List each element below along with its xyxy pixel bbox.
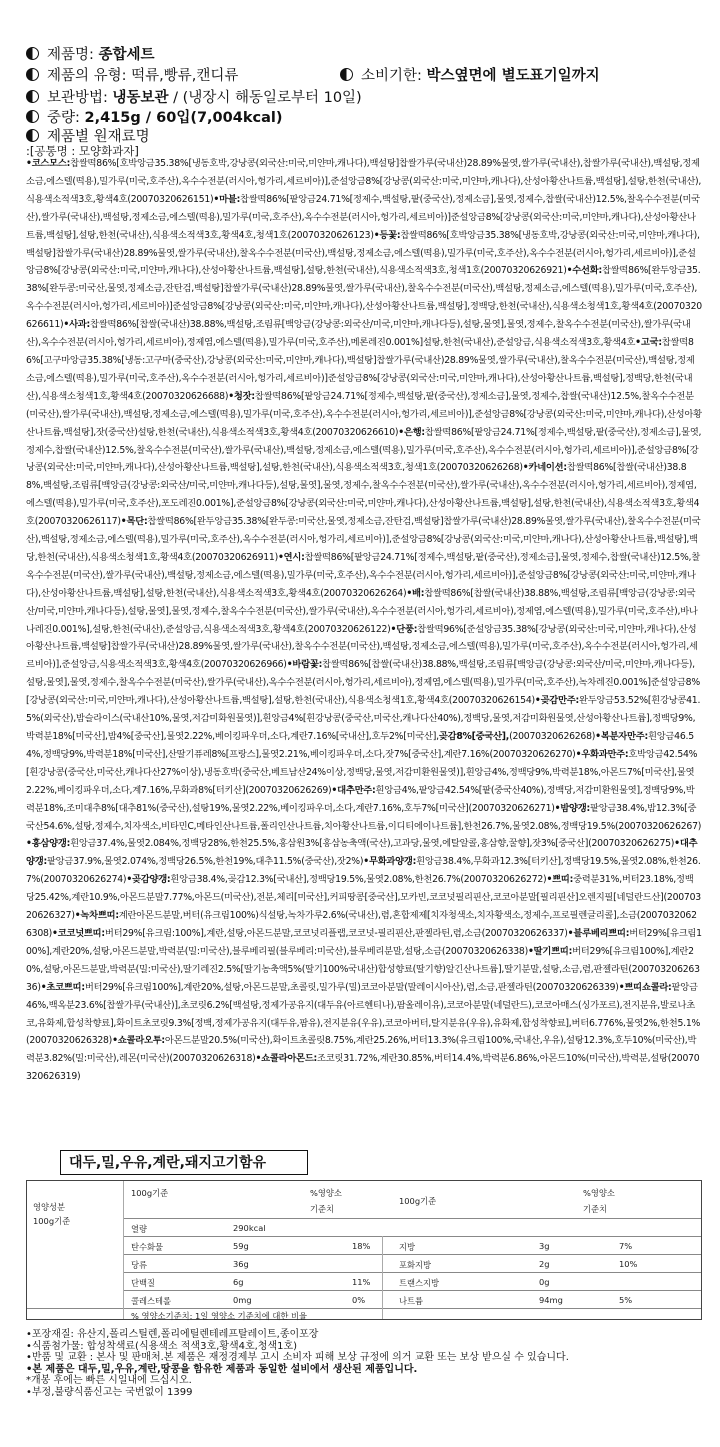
ingredient-product-name: •쁘띠쇼콜라:: [618, 981, 672, 993]
nutrition-cell-l-name: 콜레스테롤: [131, 1296, 172, 1306]
ingredients-title: 제품별 원재료명: [47, 129, 150, 145]
ingredient-product-name: •수선화:: [566, 265, 602, 277]
ingredient-list: 아몬드분말20.5%(미국산),화이트초콜릿8.75%,계란25.26%,버터13.3%(유크림100%,국내산,우유),설탕12.3%,호두10%(미국산),박력분3.82%(밀:미국산),레몬(미국산)(20070320626318): [26, 1035, 697, 1065]
ingredient-list: 찹쌀떡86%[찹쌀(국내산)38.88%,백설탕,조림류[백앙금(강낭콩:외국산/미국,미얀마,캐나다등),설탕,물엿],물엿,정제수,찰옥수수전분(미국산),쌀가루(국내산),옥수수전분(러시아,헝가리,세르비아),정제염,에스텔(떡용),밀가루(미국,호주산),메론레진0.001%]설탕,한천(국내산),준설앙금,식용색소적색3호,황색4호: [26, 319, 691, 349]
ingredient-product-name: •코코넛쁘띠:: [52, 927, 105, 939]
ingredient-product-name: 곶감8%[중국산],: [438, 731, 510, 742]
nutrition-cell-l-name: 단백질: [131, 1278, 156, 1288]
nutrition-cell-l-pct: 18%: [352, 1241, 371, 1251]
ingredient-list: 완두앙금53.52%[흰강낭콩41.5%(외국산),밤슬라이스(국내산10%,물엿,저감미화원물엿)],흰앙금4%[흰강낭콩(중국산,미국산,캐나다산40%),정백당,물엿,저감미화원물엿,산성아황산나트륨],정백당9%,박력분18%[미국산],밤4%[중국산],물엿2.22%,베이킹파우더,소다,계란7.16%[국내산],호두2%[미국산],: [26, 695, 701, 742]
product-name: 종합세트: [98, 47, 155, 63]
nutrition-cell-r-name: 지방: [399, 1242, 416, 1252]
product-name-label: 제품명:: [47, 47, 94, 63]
ingredient-product-name: •마블:: [213, 193, 241, 205]
storage-note: / (냉장시 해동일로부터 10일): [168, 90, 362, 106]
ingredient-list: 찹쌀떡86%[찹쌀(국내산)38.88%,백설탕,조림류[백앙금(강낭콩:외국산/미국,미얀마,캐나다등),설탕,물엿],물엿,정제수,찰옥수수전분(미국산),쌀가루(국내산),옥수수전분(러시아,헝가리,세르비아),정제염,에스텔(떡용),밀가루(미국,호주산),바나나레진0.001%],설탕,한천(국내산),준설앙금,식용색소적색3호,황색4호(20070320626122): [26, 587, 698, 635]
ingredient-list: 버터29%[유크림100%],계란20%,설탕,아몬드분말,초콜릿,밀가루(밀)코코아분말(말레이시아산),렴,소금,판젤라틴(20070320626339): [84, 981, 619, 993]
nutrition-table: [26, 1180, 702, 1320]
note-line: •식품첨가물: 합성착색료(식용색소 적색3호,황색4호,청색1호): [26, 1340, 298, 1352]
ingredient-product-name: •초코쁘띠:: [40, 981, 85, 993]
ingredient-product-name: •대추양갱:: [26, 838, 698, 868]
ingredient-list: 호박앙금42.54%[흰강낭콩(중국산,미국산,캐나다산27%이상),냉동호박(중국산,베트남산24%이상,정백당,물엿,저감미환원물엿)],흰앙금4%,정백당9%,박력분18%,아몬드7%[미국산],물엿2.22%,베이킹파우더,소다,계7.16%,무화과8%[터키산](20070320626269): [26, 748, 698, 796]
notes: [26, 1329, 706, 1399]
divider: [27, 1308, 701, 1309]
note-line: •부정,불량식품신고는 국번없이 1399: [26, 1386, 193, 1398]
half-circle-bullet-icon: [26, 129, 39, 142]
ingredient-product-name: •배:: [406, 587, 425, 599]
nutrition-cell-l-amt: 36g: [233, 1259, 249, 1269]
ingredient-list: 찹쌀떡86%[팥앙금24.71%[정제수,백설탕,팥(중국산),정제소금],물엿,정제수,찹쌀(국내산)12.5%,찰옥수수전분(미국산),쌀가루(국내산),백설탕,정제소금,에스텔(떡용),밀가루(미국,호주산),옥수수전분(러시아,헝가리,세르비아)],준설앙금8%[강낭콩(외국산:미국,미얀마,캐나다),산성아황산나트륨,백설탕],잣(중국산)설탕,한천(국내산),식용색소적색3호,황색4호(20070320626610): [26, 390, 702, 438]
ingredient-product-name: •대추만주:: [331, 784, 376, 796]
divider: [123, 1218, 701, 1219]
ingredient-list: 찹쌀떡86%[호박앙금35.38%[냉동호박,강낭콩(외국산:미국,미얀마,캐나다),백설탕]찹쌀가루(국내산)28.89%물엿,쌀가루(국내산),찰옥수수전분(미국산),백설탕,정제소금,에스텔(떡용),밀가루(미국,호주산),옥수수전분(러시아,헝가리,세르비아)],준설앙금8%[강낭콩(외국산:미국,미얀마,캐나다),산성아황산나트륨,백설탕],설탕,한천(국내산),식용색소적색3호,청색1호(20070320626921): [26, 229, 700, 277]
ingredient-list: 찹쌀떡86%[팥앙금24.71%[정제수,백설탕,팥(중국산),정제소금],물엿,정제수,찹쌀(국내산)12.5%,찰옥수수전분(미국산),쌀가루(국내산),백설탕,정제소금,에스텔(떡용),밀가루(미국,호주산),옥수수전분(러시아,헝가리,세르비아)]준설앙금8%[강낭콩(외국산:미국,미얀마,캐나다),산성아황산나트륨,백설탕],설탕,한천(국내산),식용색소적색3호,황색4호,청색1호(20070320626123): [26, 193, 700, 241]
left-pct-header-1: %영양소: [310, 1188, 342, 1198]
divider: [123, 1290, 701, 1291]
ingredient-list: 버터29%[유크림:100%],계란,설탕,아몬드분말,코코넛리플랩,코코넛-필리핀산,판젤라틴,렴,소금(20070320626337): [104, 927, 568, 939]
ingredient-product-name: •바람꽃:: [286, 659, 323, 671]
nutrition-cell-l-amt: 59g: [233, 1241, 249, 1251]
ingredient-product-name: •복분자만주:: [595, 731, 648, 742]
half-circle-bullet-icon: [26, 90, 39, 103]
ingredient-product-name: •쁘띠:: [546, 874, 574, 886]
ingredient-list: 찹쌀떡86%[찹쌀(국내산)38.88%,백설탕,조림류[백앙금(강낭콩:외국산/미국,미얀마,캐나다등),설탕,물엿],물엿,정제수,찰옥수수전분(미국산),쌀가루(국내산),옥수수전분(러시아,헝가리,세르비아),정제염,에스텔(떡용),밀가루(미국,호주산),녹차레진0.001%]준설앙금8%[강낭콩(외국산:미국,미얀마,캐나다),산성아황산나트륨,백설탕],설탕,한천(국내산),식용색소청색1호,황색4호(20070320626154): [26, 659, 700, 707]
divider: [123, 1272, 701, 1273]
ingredient-list: 찹쌀떡86%[호박앙금35.38%[냉동호박,강낭콩(외국산:미국,미얀마,캐나다),백설탕]찹쌀가루(국내산)28.89%물엿,쌀가루(국내산),찹쌀가루(국내산),백설탕,정제소금,에스텔(떡용),밀가루(미국,호주산),옥수수전분(러시아,헝가리,세르비아)],준설앙금8%[강낭콩(외국산:미국,미얀마,캐나다),산성아황산나트륨,백설탕],설탕,한천(국내산),식용색소적색3호,황색4호(20070320626151): [26, 158, 702, 205]
half-circle-bullet-icon: [26, 110, 39, 123]
nutrition-cell-r-amt: 94mg: [539, 1295, 563, 1305]
ingredient-list: 계란아몬드분말,버터(유크림100%)식설탕,녹차가루2.6%(국내산),렴,혼합제제[치자청색소,치자황색소,정제수,프로필렌글리콜],소금(20070320626308): [26, 910, 697, 939]
nutrition-side-label-2: 100g기준: [33, 1216, 71, 1226]
ingredient-list: (20070320626268): [509, 731, 596, 742]
ingredient-list: 버터29%[유크림100%],계란20%,설탕,아몬드분말,박력분(밀:미국산),블루베리필(블루베리:미국산),블루베리분말,설탕,소금(20070320626338): [26, 927, 702, 957]
nutrition-side-label-1: 영양성분: [33, 1202, 66, 1212]
nutrition-cell-l-amt: 6g: [233, 1277, 244, 1287]
ingredient-list: 흰앙금38.4%,곶감12.3%[국내산],정백당19.5%,물엿2.08%,한천26.7%(20070320626272): [170, 874, 547, 886]
ingredient-list: 흰앙금38.4%,무화과12.3%[터키산],정백당19.5%,물엿2.08%,한천26.7%(20070320626274): [26, 856, 701, 886]
ingredient-list: 조코릿31.72%,계란30.85%,버터14.4%,박력분6.86%,아몬드10%(미국산),박력분,설탕(20070320626319): [26, 1053, 700, 1083]
ingredient-product-name: •곶감만주:: [534, 695, 579, 707]
nutrition-cell-l-name: 당류: [131, 1260, 148, 1270]
ingredient-list: 찹쌀떡86%[완두앙금35.38%[완두콩:미국산,물엿,정제소금,잔탄검,백설탕]찹쌀가루(국내산)28.89%물엿,쌀가루(국내산),찰옥수수전분(미국산),백설탕,정제소금,에스텔(떡용),밀가루(미국,호주산),옥수수전분(러시아,헝가리,세르비아)]준설앙금8%[강낭콩(외국산:미국,미얀마,캐나다),산성아황산나트륨,백설탕],정백당,한천(국내산),식용색소청색1호,황색4호(20070320626611): [26, 265, 702, 331]
ingredient-list: 흰앙금4%,팥앙금42.54%[팥(중국산40%),정백당,저감미환원물엿],정백당9%,박력분18%,조미대추8%[대추81%(중국산),설탕19%,물엿2.22%,베이킹파우더,소다,계란7.16%,호두7%[미국산](20070320626271): [26, 784, 695, 814]
half-circle-bullet-icon: [26, 68, 39, 81]
right-header: 100g기준: [399, 1196, 437, 1206]
ingredient-list: 팥앙금38.4%,밤12.3%[중국산54.6%,설탕,정제수,치자색소,비타민C,메타인산나트륨,폴리인산나트륨,치아황산나트륨,이디티에이나트륨],한천26.7%,물엿2.08%,정백당19.5%(20070320626267): [26, 802, 702, 832]
nutrition-cell-l-amt: 0mg: [233, 1295, 252, 1305]
ingredient-product-name: •쇼콜라아몬드:: [255, 1053, 318, 1065]
left-header: 100g기준: [131, 1188, 169, 1198]
nutrition-cell-r-amt: 0g: [539, 1277, 550, 1287]
calorie-value: 290kcal: [233, 1223, 266, 1233]
category-line: :[공통명 : 모양화과자]: [26, 144, 139, 158]
nutrition-cell-r-amt: 3g: [539, 1241, 550, 1251]
divider: [382, 1236, 383, 1319]
ingredient-list: 찹쌀떡86%[완두앙금35.38%[완두콩:미국산,물엿,정제소금,잔탄검,백설탕]찹쌀가루(국내산)28.89%물엿,쌀가루(국내산),찰옥수수전분(미국산),백설탕,정제소금,에스텔(떡용),밀가루(미국,호주산),옥수수전분(러시아,헝가리,세르비아)],준설앙금8%[강낭콩(외국산:미국,미얀마,캐나다),산성아황산나트륨,백설탕],백당,한천(국내산),식용색소청색1호,황색4호(20070320626911): [26, 516, 701, 563]
ingredient-product-name: •딸기쁘띠:: [527, 945, 573, 957]
product-type-row: [26, 66, 238, 86]
note-line: •반품 및 교환 : 본사 및 판매처.본 제품은 재정경제부 고시 소비자 피해 보상 규정에 의거 교환 또는 보상 받으실 수 있습니다.: [26, 1352, 569, 1364]
ingredient-list: 버터29%[유크림100%],계란20%,설탕,아몬드분말,박력분(밀:미국산),딸기레진2.5%[딸기농축액5%(딸기100%국내산)합성향료(딸기향)알긴산나트륨],딸기분말,설탕,소금,렴,판젤라틴(20070320626336): [26, 945, 700, 993]
ingredients-text: [26, 155, 702, 1090]
half-circle-bullet-icon: [26, 47, 39, 60]
nutrition-cell-r-pct: 7%: [619, 1241, 633, 1251]
ingredient-product-name: •코스모스:: [26, 158, 71, 169]
right-pct-header-2: 기준치: [583, 1204, 608, 1214]
ingredient-product-name: •카네이션:: [522, 462, 567, 474]
ingredient-list: 찹쌀떡86%[고구마앙금35.38%[냉동:고구마(중국산),강낭콩(외국산:미국,미얀마,캐나다),백설탕]찹쌀가루(국내산)28.89%물엿,쌀가루(국내산),찰옥수수전분(미국산),백설탕,정제소금,에스텔(떡용),밀가루(미국,호주산),옥수수전분(러시아,헝가리,세르비아)]준설앙금8%[강낭콩(외국산:미국,미얀마,캐나다),산성아황산나트륨,백설탕],정백당,한천(국내산),식용색소청색1호,황색4호(20070320626688): [26, 337, 695, 402]
nutrition-cell-r-amt: 2g: [539, 1259, 550, 1269]
weight-label: 중량:: [47, 110, 80, 126]
ingredient-product-name: •연시:: [277, 551, 305, 563]
ingredient-product-name: •녹차쁘띠:: [74, 910, 119, 922]
storage-label: 보관방법:: [47, 90, 108, 106]
storage-row: [26, 88, 362, 108]
ingredient-product-name: •밤양갱:: [554, 802, 590, 814]
product-type-value: 떡류,빵류,캔디류: [131, 68, 239, 84]
right-pct-header-1: %영양소: [583, 1188, 615, 1198]
expiry-value: 박스옆면에 별도표기일까지: [426, 68, 600, 84]
ingredient-list: 흰앙금37.4%,물엿2.084%,정백당28%,한천25.5%,홍삼원3%[홍삼농축액(국산),고과당,물엿,에탈알콜,홍삼향,꿀향],잣3%[중국산](20070320626275): [70, 838, 675, 850]
ingredient-list: 찹쌀떡96%[준설앙금35.38%[강낭콩(외국산:미국,미얀마,캐나다),산성아황산나트륨,백설탕]찹쌀가루(국내산)28.89%물엿,쌀가루(국내산),찰옥수수전분(미국산),백설탕,정제소금,에스텔(떡용),밀가루(미국,호주산),옥수수전분(러시아,헝가리,세르비아)],준설앙금,식용색소적색3호,황색4호(20070320626966): [26, 623, 698, 671]
allergen-box: 대두,밀,우유,계란,돼지고기함유: [60, 1150, 308, 1175]
expiry-row: [340, 66, 600, 86]
ingredient-list: 찹쌀떡86%[팥앙금24.71%[정제수,백설탕,팥(중국산),정제소금],물엿,정제수,찹쌀(국내산)12.5%,찰옥수수전분(미국산),쌀가루(국내산),백설탕,정제소금,에스텔(떡용),밀가루(미국,호주산),옥수수전분(러시아,헝가리,세르비아)],준설앙금8%[강낭콩(외국산:미국,미얀마,캐나다),산성아황산나트륨,백설탕],설탕,한천(국내산),식용색소적색3호,황색4호(20070320626264): [26, 551, 700, 599]
weight-row: [26, 108, 282, 128]
ingredient-list: 찹쌀떡86%[팥앙금24.71%[정제수,백설탕,팥(중국산),정제소금],물엿,정제수,찹쌀(국내산)12.5%,찰옥수수전분(미국산),쌀가루(국내산),백설탕,정제소금,에스텔(떡용),밀가루(미국,호주산),옥수수전분(러시아,헝가리,세르비아)],준설앙금8%[강낭콩(외국산:미국,미얀마,캐나다),산성아황산나트륨,백설탕],설탕,한천(국내산),식용색소적색3호,청색1호(20070320626268): [26, 426, 702, 474]
ingredient-product-name: •곶감양갱:: [126, 874, 171, 886]
storage-value: 냉동보관: [112, 90, 169, 106]
nutrition-cell-r-name: 나트륨: [399, 1296, 424, 1306]
nutrition-cell-l-name: 탄수화물: [131, 1242, 164, 1252]
ingredient-product-name: •고국:: [635, 337, 662, 349]
ingredient-product-name: •사과:: [63, 319, 90, 331]
ingredient-product-name: •은행:: [398, 426, 425, 438]
divider: [123, 1236, 701, 1237]
note-line: •본 제품은 대두,밀,우유,계란,땅콩을 함유한 제품과 동일한 설비에서 생산된 제품입니다.: [26, 1363, 418, 1375]
nutrition-cell-r-pct: 5%: [619, 1295, 633, 1305]
ingredient-product-name: •홍삼양갱:: [26, 838, 71, 850]
ingredient-product-name: •청잣:: [228, 390, 255, 402]
divider: [123, 1181, 124, 1319]
ingredient-list: 찹쌀떡86%[찹쌀(국내산)38.88%,백설탕,조림류[백앙금(강낭콩:외국산/미국,미얀마,캐나다등),설탕,물엿],물엿,정제수,찰옥수수전분(미국산),쌀가루(국내산),옥수수전분(러시아,헝가리,세르비아),정제염,에스텔(떡용),밀가루(미국,호주산),포도레진0.001%],준설앙금8%[강낭콩(외국산:미국,미얀마,캐나다),산성아황산나트륨,백설탕],설탕,한천(국내산),식용색소적색3호,황색4호(20070320626117): [26, 462, 700, 528]
nutrition-cell-l-pct: 0%: [352, 1295, 366, 1305]
note-line: •포장재질: 유산지,폴리스틸렌,폴리에틸렌테레프탈레이트,종이포장: [26, 1329, 319, 1340]
nutrition-cell-r-pct: 10%: [619, 1259, 638, 1269]
left-pct-header-2: 기준치: [310, 1204, 335, 1214]
ingredient-list: 팥앙금46%,백옥분23.6%[찹쌀가루(국내산)],초코릿6.2%[백설탕,정제가공유지(대두유(아르헨티나),팜올레이유),코코아분말(네덜란드),코코아매스(싱가포르),전지분유,발로나초코,유화제,합성착향료],화이트초코릿9.3%[정백,정제가공유지(대두유,팜유),전지분유(우유),코코아버터,탈지분유(우유),유화제,합성착향료],버터6.776%,물엿2%,한천5.1%(20070320626328): [26, 981, 701, 1047]
ingredient-product-name: •블루베리쁘띠:: [567, 927, 630, 939]
nutrition-cell-r-name: 트랜스지방: [399, 1278, 440, 1288]
nutrition-cell-r-name: 포화지방: [399, 1260, 432, 1270]
ingredient-list: 흰앙금46.54%,정백당9%,박력분18%[미국산],산딸기퓨레8%[프랑스],물엿2.21%,베이킹파우더,소다,잣7%[중국산],계란7.16%(20070320626270): [26, 731, 694, 760]
half-circle-bullet-icon: [340, 68, 353, 81]
ingredient-list: 중력분31%,버터23.18%,정백당25.42%,계란10.9%,아몬드분말7.77%,아몬드(미국산),전분,체리[미국산],커피땅콩[중국산],모카빈,코코넛필리핀산,코코아분말[필리핀산]오렌지필[네덜란드산](20070320626327): [26, 874, 701, 922]
ingredient-product-name: •등꽃:: [373, 229, 401, 241]
ingredient-product-name: •단풍:: [390, 623, 418, 635]
ingredient-product-name: •무화과양갱:: [363, 856, 417, 868]
expiry-label: 소비기한:: [361, 68, 422, 84]
ingredient-list: 팥앙금37.9%,물엿2.074%,정백당26.5%,한천19%,대추11.5%(중국산),잣2%): [46, 856, 364, 868]
ingredient-product-name: •우화과만주:: [575, 748, 629, 760]
product-name-row: [26, 45, 155, 65]
calorie-label: 열량: [131, 1224, 148, 1234]
ingredient-product-name: •목단:: [120, 516, 148, 528]
product-type-label: 제품의 유형:: [47, 68, 127, 84]
ingredient-product-name: •쇼콜라오투:: [112, 1035, 165, 1047]
note-line: *개봉 후에는 빠른 시일내에 드십시오.: [26, 1375, 192, 1387]
weight-value: 2,415g / 60입(7,004kcal): [84, 110, 283, 126]
divider: [123, 1254, 701, 1255]
nutrition-cell-l-pct: 11%: [352, 1277, 371, 1287]
nutrition-footnote: % 영양소기준치: 1일 영양소 기준치에 대한 비율: [131, 1311, 308, 1321]
